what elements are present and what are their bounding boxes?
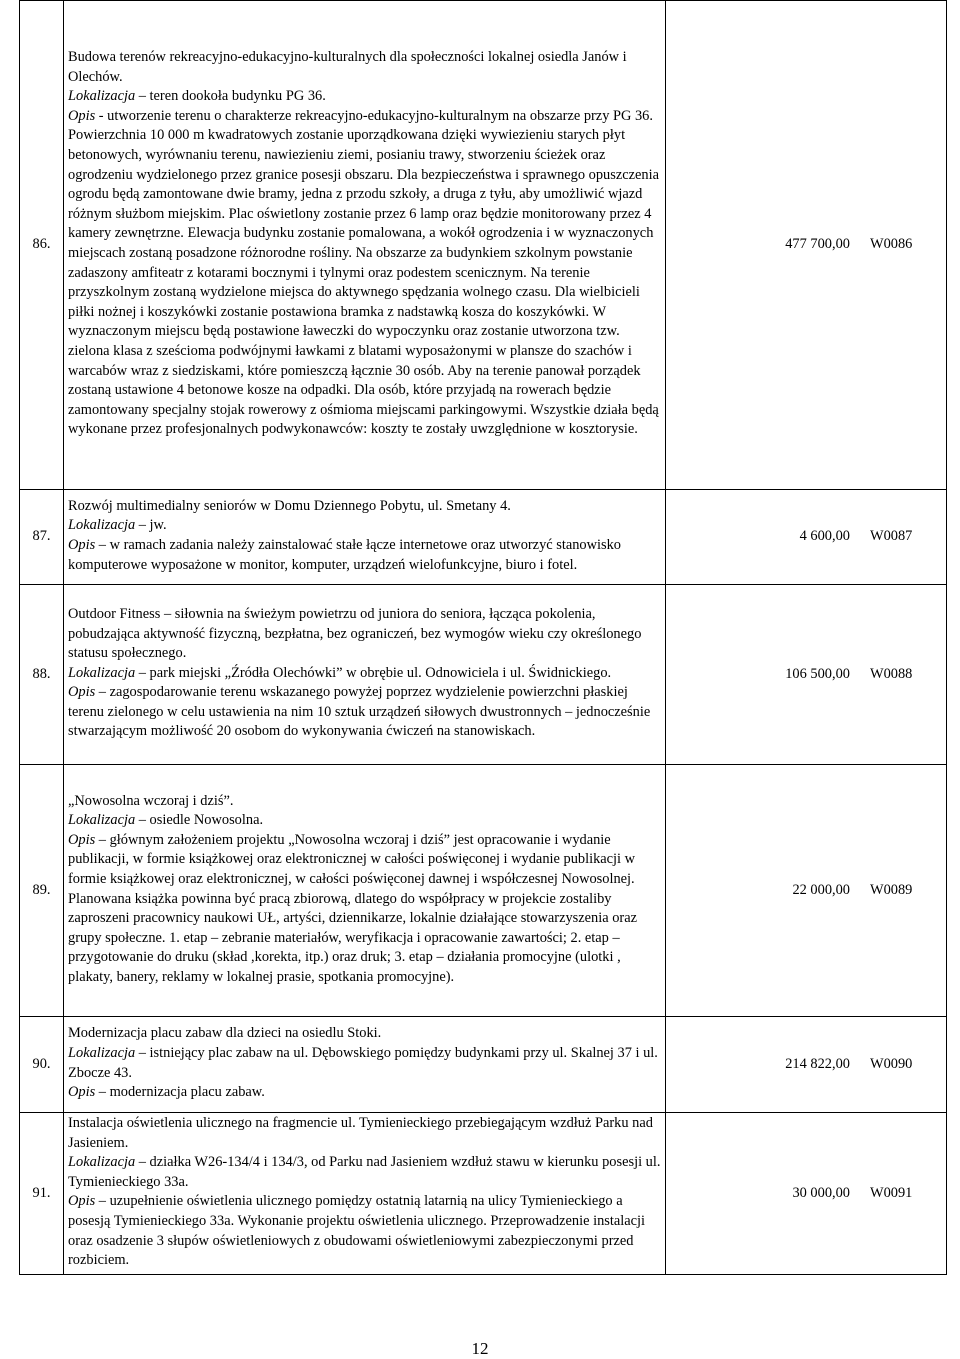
item-amount: 477 700,00 — [785, 236, 850, 253]
field-text: – w ramach zadania należy zainstalować stałe łącze internetowe oraz utworzyć stanowisko komputerowe wyposażone w monitor, komputer, urządzeń wielofunkcyjne, biuro i fotel. — [68, 537, 622, 573]
item-number: 87. — [20, 490, 64, 585]
item-code: W0089 — [870, 881, 913, 898]
cost-and-code — [666, 1055, 946, 1075]
field-text: – modernizacja placu zabaw. — [95, 1084, 265, 1101]
item-amount: 4 600,00 — [799, 528, 850, 545]
field-text: Outdoor Fitness – siłownia na świeżym powietrzu od juniora do seniora, łącząca pokolenia, pobudzająca aktywność fizyczną, bezpłatna, bez ograniczeń, bez wymogów wieku czy określonego statusu społecznego. — [68, 605, 642, 662]
field-text: Modernizacja placu zabaw dla dzieci na osiedlu Stoki. — [68, 1025, 382, 1042]
field-label: Opis — [68, 1193, 96, 1210]
field-text: – osiedle Nowosolna. — [135, 812, 264, 829]
item-code: W0086 — [870, 236, 913, 253]
item-title — [68, 1114, 662, 1153]
item-cost-cell — [666, 1017, 947, 1113]
cost-and-code — [666, 527, 946, 547]
field-text: – teren dookoła budynku PG 36. — [135, 88, 326, 105]
field-label: Opis — [68, 1084, 96, 1101]
item-detail — [68, 1044, 662, 1083]
item-title — [68, 1024, 662, 1044]
table-row — [20, 1, 947, 490]
field-label: Lokalizacja — [68, 664, 136, 681]
item-code: W0091 — [870, 1184, 913, 1201]
item-detail — [68, 811, 662, 831]
item-description — [64, 1017, 666, 1113]
field-label: Opis — [68, 684, 96, 701]
field-text: – jw. — [135, 517, 167, 534]
item-description — [64, 585, 666, 765]
item-detail — [68, 1192, 662, 1270]
field-text: – park miejski „Źródła Olechówki” w obrębie ul. Odnowiciela i ul. Świdnickiego. — [135, 664, 612, 681]
item-detail — [68, 1083, 662, 1103]
item-detail — [68, 107, 662, 440]
field-text: Rozwój multimedialny seniorów w Domu Dziennego Pobytu, ul. Smetany 4. — [68, 497, 511, 514]
field-text: – działka W26-134/4 i 134/3, od Parku nad Jasieniem wzdłuż stawu w kierunku posesji ul. Tymienieckiego 33a. — [68, 1154, 661, 1190]
item-number: 86. — [20, 1, 64, 490]
item-cost-cell — [666, 765, 947, 1017]
cost-and-code — [666, 665, 946, 685]
field-label: Opis — [68, 537, 96, 553]
budget-table — [19, 0, 947, 1275]
item-title — [68, 792, 662, 812]
item-cost-cell — [666, 490, 947, 585]
item-code: W0087 — [870, 528, 913, 545]
item-amount: 22 000,00 — [792, 881, 850, 898]
field-label: Lokalizacja — [68, 88, 136, 105]
item-amount: 214 822,00 — [785, 1055, 850, 1072]
field-text: – zagospodarowanie terenu wskazanego powyżej poprzez wydzielenie powierzchni płaskiej terenu zielonego w celu ustawienia na nim 10 sztuk urządzeń siłowych dwustronnych – jednocześnie stwarzającym możliwość 20 osobom do wykonywania ćwiczeń na stanowiskach. — [68, 684, 651, 740]
table-row — [20, 585, 947, 765]
field-label: Lokalizacja — [68, 517, 136, 534]
item-amount: 106 500,00 — [785, 665, 850, 682]
item-title — [68, 605, 662, 664]
field-text: – istniejący plac zabaw na ul. Dębowskiego pomiędzy budynkami przy ul. Skalnej 37 i ul. Zbocze 43. — [68, 1044, 658, 1081]
field-text: Budowa terenów rekreacyjno-edukacyjno-kulturalnych dla społeczności lokalnej osiedla Janów i Olechów. — [68, 49, 627, 85]
item-title — [68, 48, 662, 87]
item-description — [64, 1113, 666, 1275]
field-text: – głównym założeniem projektu „Nowosolna wczoraj i dziś” jest opracowanie i wydanie publikacji, w formie książkowej oraz elektronicznej w całości poświęconej i wydanie publikacji w formie książkowej oraz elektronicznej, w całości poświęconej dawnej i współczesnej Nowosolnej. Planowana książka powinna być pracą zbiorową, dlatego do współpracy w projekcie zostaliby zaproszeni pracownicy naukowi UŁ, artyści, dziennikarze, lokalnie działające stowarzyszenia oraz grupy społeczne. 1. etap – zebranie materiałów, weryfikacja i opracowanie zawartości; 2. etap – przygotowanie do druku (skład ,korekta, itp.) oraz druk; 3. etap – działania promocyjne (ulotki , plakaty, banery, reklamy w lokalnej prasie, spotkania promocyjne). — [68, 831, 637, 985]
table-row — [20, 1113, 947, 1275]
item-description — [64, 1, 666, 490]
cost-and-code — [666, 235, 946, 255]
item-detail — [68, 1153, 662, 1192]
item-cost-cell — [666, 585, 947, 765]
cost-and-code — [666, 1184, 946, 1204]
item-amount: 30 000,00 — [792, 1184, 850, 1201]
item-number: 88. — [20, 585, 64, 765]
page-number: 12 — [471, 1339, 489, 1358]
budget-table-body — [20, 1, 947, 1275]
table-row — [20, 490, 947, 585]
item-code: W0090 — [870, 1055, 913, 1072]
field-text: – uzupełnienie oświetlenia ulicznego pomiędzy ostatnią latarnią na ulicy Tymienieckiego a posesją Tymienieckiego 33a. Wykonanie projektu oświetlenia ulicznego. Przeprowadzenie instalacji oraz osadzenie 3 słupów oświetleniowych z obudowami oświetleniowymi zabezpieczonymi przed rozbiciem. — [68, 1193, 646, 1269]
field-label: Lokalizacja — [68, 1044, 136, 1061]
item-description — [64, 490, 666, 585]
item-number: 91. — [20, 1113, 64, 1275]
item-cost-cell — [666, 1, 947, 490]
table-row — [20, 1017, 947, 1113]
item-detail — [68, 831, 662, 988]
item-detail — [68, 87, 662, 107]
item-detail — [68, 516, 662, 536]
cost-and-code — [666, 881, 946, 901]
field-label: Lokalizacja — [68, 812, 136, 829]
field-text: Instalacja oświetlenia ulicznego na fragmencie ul. Tymienieckiego przebiegającym wzdłuż Parku nad Jasieniem. — [68, 1115, 653, 1151]
item-code: W0088 — [870, 665, 913, 682]
item-number: 90. — [20, 1017, 64, 1113]
field-label: Opis — [68, 831, 96, 848]
item-detail — [68, 683, 662, 742]
field-label: Lokalizacja — [68, 1154, 136, 1171]
item-cost-cell — [666, 1113, 947, 1275]
item-detail — [68, 664, 662, 684]
item-number: 89. — [20, 765, 64, 1017]
field-text: - utworzenie terenu o charakterze rekreacyjno-edukacyjno-kulturalnym na obszarze przy PG 36. Powierzchnia 10 000 m kwadratowych zostanie uporządkowana dzięki wywiezieniu starych płyt betonowych, wyrównaniu terenu, nawiezieniu ziemi, posianiu trawy, stworzeniu ścieżek oraz ogrodzeniu wydzielonego przez granice posesji obszaru. Dla bezpieczeństwa i sprawnego opuszczenia ogrodu będą zamontowane dwie bramy, jedna z przodu szkoły, a druga z tyłu, aby umożliwić wjazd różnym służbom miejskim. Plac oświetlony zostanie przez 6 lamp oraz będzie monitorowany przez 4 kamery zewnętrzne. Elewacja budynku zostanie pomalowana, a wokół ogrodzenia i w wyznaczonych miejscach zostaną posadzone różnorodne rośliny. Na obszarze za budynkiem szkolnym powstanie zadaszony amfiteatr z kotarami bocznymi i tylnymi oraz podestem scenicznym. Na terenie przyszkolnym zostaną wydzielone miejsca do aktywnego spędzania wolnego czasu. Dla wielbicieli piłki nożnej i koszykówki zostanie postawiona bramka z nadstawką kosza do koszykówki. W wyznaczonym miejscu będą postawione ławeczki do wypoczynku oraz zostanie utworzona tzw. zielona klasa z sześcioma podwójnymi ławkami z blatami wyposażonymi w plansze do szachów i warcabów wraz z siedziskami, które pomieszczą łącznie 30 osób. Aby na terenie panował porządek zostaną ustawione 4 betonowe kosze na odpadki. Dla osób, które przyjadą na rowerach będzie zamontowany specjalny stojak rowerowy z ośmioma miejscami parkingowymi. Wszystkie działa będą wykonane przez profesjonalnych podwykonawców: koszty te zostały uwzględnione w kosztorysie. — [68, 107, 659, 438]
field-text: „Nowosolna wczoraj i dziś”. — [68, 792, 234, 809]
item-description — [64, 765, 666, 1017]
table-row — [20, 765, 947, 1017]
item-detail — [68, 536, 662, 575]
field-label: Opis — [68, 107, 96, 124]
item-title — [68, 497, 662, 517]
